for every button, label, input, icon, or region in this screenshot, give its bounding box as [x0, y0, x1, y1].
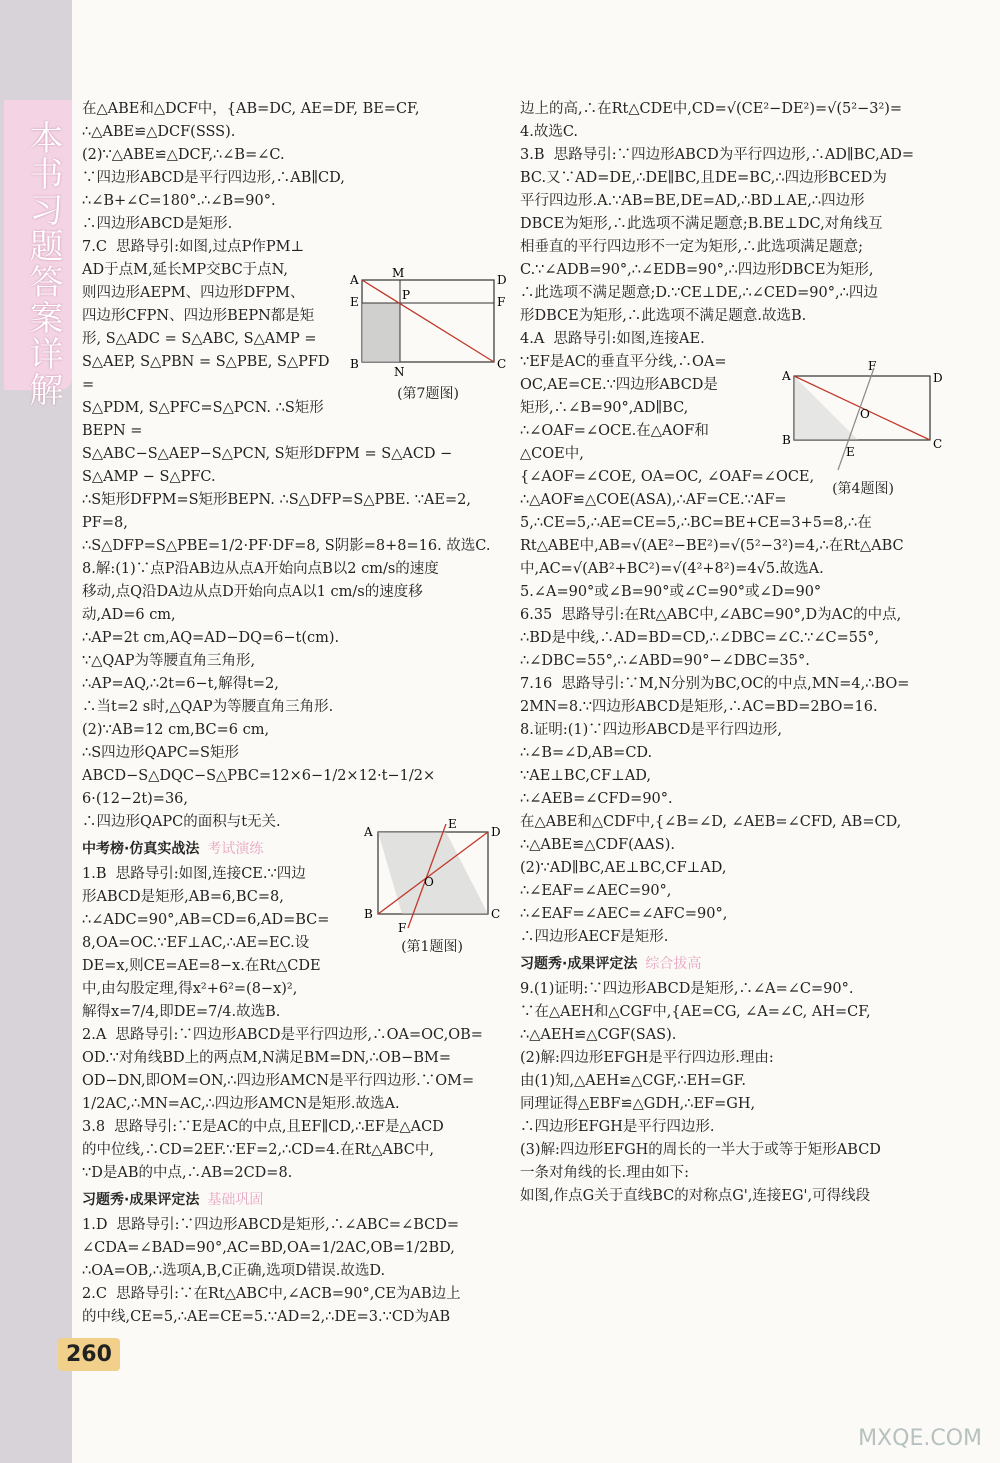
text-line: 1/2AC,∴MN=AC,∴四边形AMCN是矩形.故选A. — [82, 1096, 400, 1112]
text-line: S△ABC−S△AEP−S△PCN, S矩形DFPM = S△ACD − S△AMP − S△PFC. — [82, 446, 457, 485]
text-line: ∠CDA=∠BAD=90°,AC=BD,OA=1/2AC,OB=1/2BD, — [82, 1240, 455, 1256]
watermark: MXQE.COM — [858, 1426, 982, 1451]
label: P — [402, 288, 411, 302]
text-line: 5.∠A=90°或∠B=90°或∠C=90°或∠D=90° — [520, 584, 822, 600]
text-line: OD−DN,即OM=ON,∴四边形AMCN是平行四边形.∵OM= — [82, 1073, 475, 1089]
label: D — [933, 371, 943, 385]
text-line: 四边形CFPN、四边形BEPN都是矩 — [82, 308, 315, 324]
label: E — [846, 445, 855, 459]
text-line: DBCE为矩形,∴此选项不满足题意;B.BE⊥DC,对角线互 — [520, 216, 883, 232]
text-line: ∴△AEH≌△CGF(SAS). — [520, 1027, 677, 1043]
text-line: ∵四边形ABCD是平行四边形,∴AB∥CD, — [82, 170, 345, 186]
text-line: 6.35 思路导引:在Rt△ABC中,∠ABC=90°,D为AC的中点, — [520, 607, 902, 623]
text-line: ∵EF是AC的垂直平分线,∴OA= — [520, 354, 727, 370]
text-line: S△PDM, S△PFC=S△PCN. ∴S矩形BEPN = — [82, 400, 324, 439]
text-line: 5,∴CE=5,∴AE=CE=5,∴BC=BE+CE=3+5=8,∴在 — [520, 515, 872, 531]
text-line: (2)∵AB=12 cm,BC=6 cm, — [82, 722, 270, 738]
text-line: ∴OA=OB,∴选项A,B,C正确,选项D错误.故选D. — [82, 1263, 386, 1279]
figure-7-diagram — [348, 268, 508, 383]
figure-4-diagram — [778, 360, 948, 478]
figure-7-caption: (第7题图) — [397, 386, 459, 402]
label: B — [782, 433, 791, 447]
figure-7 — [348, 268, 508, 403]
text-line: 移动,点Q沿DA边从点D开始向点A以1 cm/s的速度移 — [82, 584, 423, 600]
section-tag: 综合拔高 — [645, 956, 702, 972]
text-line: 形ABCD是矩形,AB=6,BC=8, — [82, 889, 284, 905]
text-line: 7.16 思路导引:∵M,N分别为BC,OC的中点,MN=4,∴BO= — [520, 676, 910, 692]
text-line: {∠AOF=∠COE, OA=OC, ∠OAF=∠OCE, ∴△AOF≌△COE(ASA),∴AF=CE.∵AF= — [520, 469, 819, 508]
right-column — [520, 98, 945, 1208]
text-line: 8.证明:(1)∵四边形ABCD是平行四边形, — [520, 722, 782, 738]
text-line: ∴∠AEB=∠CFD=90°. — [520, 791, 673, 807]
text-line: 矩形,∴∠B=90°,AD∥BC, — [520, 400, 689, 416]
text-line: ∴∠EAF=∠AEC=∠AFC=90°, — [520, 906, 728, 922]
text-line: 在△ABE和△CDF中,{∠B=∠D, ∠AEB=∠CFD, AB=CD, — [520, 814, 902, 830]
text-line: 2MN=8.∵四边形ABCD是矩形,∴AC=BD=2BO=16. — [520, 699, 878, 715]
text-line: ∴AP=AQ,∴2t=6−t,解得t=2, — [82, 676, 279, 692]
text-line: OD.∵对角线BD上的两点M,N满足BM=DN,∴OB−BM= — [82, 1050, 451, 1066]
text-line: 则四边形AEPM、四边形DFPM、 — [82, 285, 305, 301]
text-line: ∵D是AB的中点,∴AB=2CD=8. — [82, 1165, 293, 1181]
label: A — [782, 369, 791, 383]
text-line: 由(1)知,△AEH≌△CGF,∴EH=GF. — [520, 1073, 746, 1089]
right-block-2 — [520, 978, 945, 1208]
section-tag: 考试演练 — [207, 841, 264, 857]
text-line: 6·(12−2t)=36, — [82, 791, 189, 807]
text-line: ∴△ABE≌△CDF(AAS). — [520, 837, 675, 853]
text-line: ∴四边形ABCD是矩形. — [82, 216, 233, 232]
section-title: 中考榜·仿真实战法 — [82, 841, 200, 857]
label: O — [860, 407, 870, 421]
text-line: Rt△ABE中,AB=√(AE²−BE²)=√(5²−3²)=4,∴在Rt△ABC — [520, 538, 904, 554]
text-line: 3.8 思路导引:∵E是AC的中点,且EF∥CD,∴EF是△ACD — [82, 1119, 444, 1135]
text-line: 平行四边形.A.∵AB=BE,DE=AD,∴BD⊥AE,∴四边形 — [520, 193, 865, 209]
section-title: 习题秀·成果评定法 — [82, 1192, 200, 1208]
text-line: 4.故选C. — [520, 124, 579, 140]
figure-1-diagram — [362, 818, 502, 936]
label: C — [497, 357, 507, 371]
label: E — [350, 295, 359, 309]
text-line: OC,AE=CE.∵四边形ABCD是 — [520, 377, 718, 393]
text-line: ∵△QAP为等腰直角三角形, — [82, 653, 256, 669]
label: F — [398, 921, 407, 935]
text-line: 1.D 思路导引:∵四边形ABCD是矩形,∴∠ABC=∠BCD= — [82, 1217, 460, 1233]
label: N — [394, 365, 405, 379]
text-line: 同理证得△EBF≌△GDH,∴EF=GH, — [520, 1096, 756, 1112]
label: O — [424, 875, 434, 889]
text-line: 解得x=7/4,即DE=7/4.故选B. — [82, 1004, 281, 1020]
section-title: 习题秀·成果评定法 — [520, 956, 638, 972]
label: F — [868, 360, 877, 373]
text-line: 8,OA=OC.∵EF⊥AC,∴AE=EC.设 — [82, 935, 310, 951]
text-line: ∵在△AEH和△CGF中,{AE=CG, ∠A=∠C, AH=CF, — [520, 1004, 871, 1020]
label: C — [933, 437, 943, 451]
text-line: 一条对角线的长.理由如下: — [520, 1165, 689, 1181]
text-line: 动,AD=6 cm, — [82, 607, 176, 623]
text-line: 7.C 思路导引:如图,过点P作PM⊥ — [82, 239, 305, 255]
text-line: ∴∠B+∠C=180°.∴∠B=90°. — [82, 193, 276, 209]
text-line: ∴四边形EFGH是平行四边形. — [520, 1119, 715, 1135]
text-line: 中,AC=√(AB²+BC²)=√(4²+8²)=4√5.故选A. — [520, 561, 824, 577]
text-line: 2.A 思路导引:∵四边形ABCD是平行四边形,∴OA=OC,OB= — [82, 1027, 483, 1043]
text-line: 的中线,CE=5,∴AE=CE=5.∵AD=2,∴DE=3.∵CD为AB — [82, 1309, 451, 1325]
label: M — [392, 268, 405, 280]
text-line: (3)解:四边形EFGH的周长的一半大于或等于矩形ABCD — [520, 1142, 881, 1158]
text-line: ∴AP=2t cm,AQ=AD−DQ=6−t(cm). — [82, 630, 340, 646]
text-line: 3.B 思路导引:∵四边形ABCD为平行四边形,∴AD∥BC,AD= — [520, 147, 914, 163]
text-line: 形DBCE为矩形,∴此选项不满足题意.故选B. — [520, 308, 807, 324]
text-line: ∴S矩形DFPM=S矩形BEPN. ∴S△DFP=S△PBE. ∵AE=2, PF=8, — [82, 492, 476, 531]
label: F — [497, 295, 506, 309]
text-line: ∴S△DFP=S△PBE=1/2·PF·DF=8, S阴影=8+8=16. 故选C. — [82, 538, 491, 554]
left-block-3 — [82, 1214, 502, 1329]
text-line: 8.解:(1)∵点P沿AB边从点A开始向点B以2 cm/s的速度 — [82, 561, 439, 577]
text-line: ∴∠OAF=∠OCE.在△AOF和 — [520, 423, 709, 439]
figure-4 — [778, 360, 948, 498]
text-line: (2)解:四边形EFGH是平行四边形.理由: — [520, 1050, 774, 1066]
text-line: (2)∵AD∥BC,AE⊥BC,CF⊥AD, — [520, 860, 727, 876]
text-line: ∴此选项不满足题意;D.∵CE⊥DE,∴∠CED=90°,∴四边 — [520, 285, 878, 301]
text-line: 形, S△ADC = S△ABC, S△AMP = — [82, 331, 317, 347]
text-line: 边上的高,∴在Rt△CDE中,CD=√(CE²−DE²)=√(5²−3²)= — [520, 101, 903, 117]
text-line: ∴四边形QAPC的面积与t无关. — [82, 814, 281, 830]
label: A — [350, 273, 359, 287]
figure-4-caption: (第4题图) — [832, 481, 894, 497]
text-line: S△AEP, S△PBN = S△PBE, S△PFD = — [82, 354, 335, 393]
label: A — [364, 825, 373, 839]
label: D — [497, 273, 507, 287]
text-line: ∴当t=2 s时,△QAP为等腰直角三角形. — [82, 699, 334, 715]
section-tag: 基础巩固 — [207, 1192, 264, 1208]
text-line: 如图,作点G关于直线BC的对称点G',连接EG',可得线段 — [520, 1188, 871, 1204]
text-line: 在△ABE和△DCF中，{AB=DC, AE=DF, BE=CF, ∴△ABE≌△DCF(SSS). — [82, 101, 425, 140]
label: C — [491, 907, 501, 921]
text-line: DE=x,则CE=AE=8−x.在Rt△CDE — [82, 958, 321, 974]
text-line: AD于点M,延长MP交BC于点N, — [82, 262, 289, 278]
text-line: C.∵∠ADB=90°,∴∠EDB=90°,∴四边形DBCE为矩形, — [520, 262, 874, 278]
text-line: ∴BD是中线,∴AD=BD=CD,∴∠DBC=∠C.∵∠C=55°, — [520, 630, 880, 646]
text-line: ∴∠EAF=∠AEC=90°, — [520, 883, 672, 899]
label: B — [364, 907, 373, 921]
text-line: ∴S四边形QAPC=S矩形ABCD−S△DQC−S△PBC=12×6−1/2×12·t−1/2× — [82, 745, 436, 784]
section-header-xitixiu-right — [520, 953, 945, 976]
figure-1 — [362, 818, 502, 956]
label: E — [448, 818, 457, 831]
page-number: 260 — [58, 1338, 120, 1371]
text-line: 1.B 思路导引:如图,连接CE.∵四边 — [82, 866, 306, 882]
sidebar — [0, 0, 72, 1463]
text-line: 9.(1)证明:∵四边形ABCD是矩形,∴∠A=∠C=90°. — [520, 981, 854, 997]
text-line: 中,由勾股定理,得x²+6²=(8−x)², — [82, 981, 298, 997]
right-block-1 — [520, 98, 945, 949]
text-line: ∴∠B=∠D,AB=CD. — [520, 745, 653, 761]
text-line: ∴∠ADC=90°,AB=CD=6,AD=BC= — [82, 912, 330, 928]
section-header-xitixiu — [82, 1189, 502, 1212]
label: D — [491, 825, 501, 839]
text-line: ∴四边形AECF是矩形. — [520, 929, 669, 945]
label: B — [350, 357, 359, 371]
text-line: △COE中, — [520, 446, 584, 462]
text-line: (2)∵△ABE≌△DCF,∴∠B=∠C. — [82, 147, 285, 163]
text-line: 相垂直的平行四边形不一定为矩形,∴此选项满足题意; — [520, 239, 863, 255]
text-line: 的中位线,∴CD=2EF.∵EF=2,∴CD=4.在Rt△ABC中, — [82, 1142, 434, 1158]
text-line: ∴∠DBC=55°,∴∠ABD=90°−∠DBC=35°. — [520, 653, 810, 669]
left-block-1 — [82, 98, 502, 834]
text-line: 4.A 思路导引:如图,连接AE. — [520, 331, 705, 347]
text-line: 2.C 思路导引:∵在Rt△ABC中,∠ACB=90°,CE为AB边上 — [82, 1286, 461, 1302]
sidebar-title: 本书习题答案详解 — [23, 120, 63, 408]
figure-1-caption: (第1题图) — [401, 939, 463, 955]
text-line: BC.又∵AD=DE,∴DE∥BC,且DE=BC,∴四边形BCED为 — [520, 170, 887, 186]
text-line: ∵AE⊥BC,CF⊥AD, — [520, 768, 652, 784]
